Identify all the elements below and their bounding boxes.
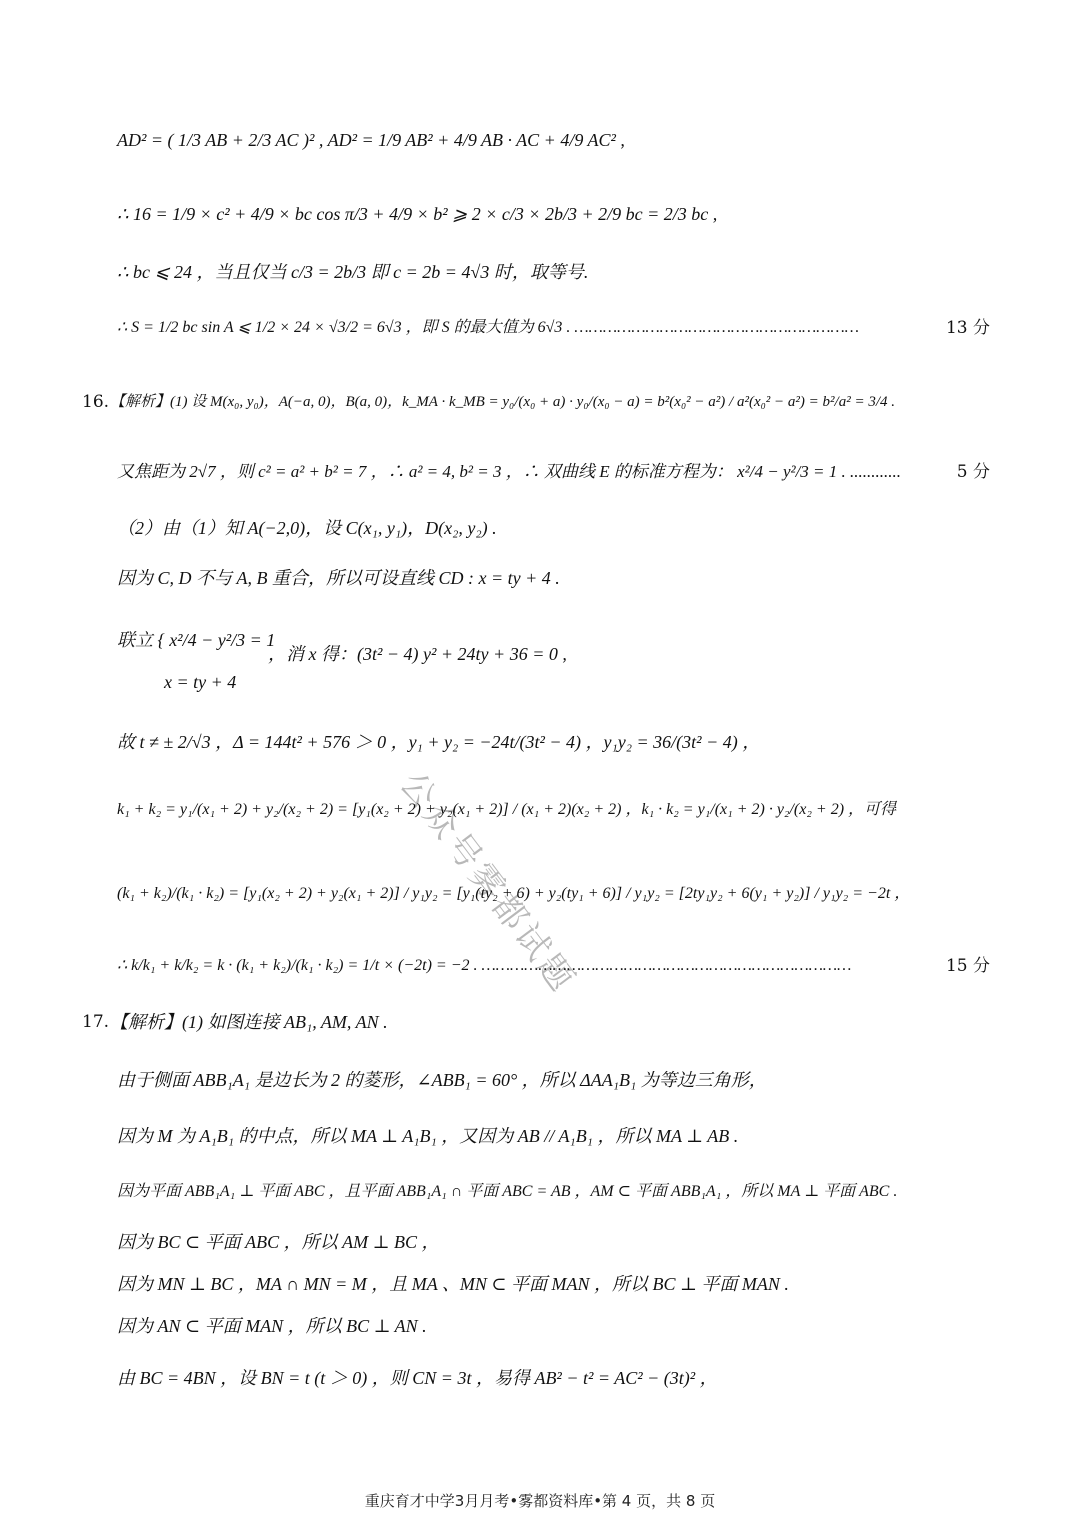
q17-plane-perp: 因为平面 ABB₁A₁ ⊥ 平面 ABC ，且平面 ABB₁A₁ ∩ 平面 ABC = AB ，AM ⊂ 平面 ABB₁A₁ ，所以 MA ⊥ 平面 ABC .	[117, 1183, 898, 1200]
q16-result: ∴ k/k₁ + k/k₂ = k · (k₁ + k₂)/(k₁ · k₂) = 1/t × (−2t) = −2 . ……………………………………………………………………	[117, 957, 852, 974]
eq-bc-bound: ∴ bc ⩽ 24 ，当且仅当 c/3 = 2b/3 即 c = 2b = 4√3 时，取等号.	[117, 262, 589, 282]
eq-area-max: ∴ S = 1/2 bc sin A ⩽ 1/2 × 24 × √3/2 = 6√3 ，即 S 的最大值为 6√3 . ……………………………………………………	[117, 319, 859, 336]
q16-slope-product: 【解析】(1) 设 M(x₀, y₀)，A(−a, 0)，B(a, 0)，k_MA · k_MB = y₀/(x₀ + a) · y₀/(x₀ − a) = b²(x₀² − a²) / a²(x₀² − a²) = b²/a² = 3/4 .	[110, 394, 895, 410]
q16-line-cd: 因为 C, D 不与 A, B 重合，所以可设直线 CD : x = ty + 4 .	[117, 568, 560, 588]
score-15: 15 分	[945, 956, 990, 976]
q16-system-eq1: 联立 { x²/4 − y²/3 = 1	[117, 630, 276, 650]
watermark-text: 公众号雾都试题	[391, 764, 584, 1002]
q17-bn-setup: 由 BC = 4BN ，设 BN = t (t ＞ 0) ，则 CN = 3t ，易得 AB² − t² = AC² − (3t)² ，	[117, 1368, 718, 1388]
page-footer: 重庆育才中学3月月考•雾都资料库•第 4 页，共 8 页	[364, 1492, 716, 1510]
q17-bc-perp-an: 因为 AN ⊂ 平面 MAN ，所以 BC ⊥ AN .	[117, 1316, 427, 1336]
q16-k-sum-product: k₁ + k₂ = y₁/(x₁ + 2) + y₂/(x₂ + 2) = [y₁(x₂ + 2) + y₂(x₁ + 2)] / (x₁ + 2)(x₂ + 2) ，k₁ · k₂ = y₁/(x₁ + 2) · y₂/(x₂ + 2) ，可得	[117, 801, 897, 818]
eq-inequality: ∴ 16 = 1/9 × c² + 4/9 × bc cos π/3 + 4/9 × b² ⩾ 2 × c/3 × 2b/3 + 2/9 bc = 2/3 bc ,	[117, 204, 718, 224]
q17-number: 17.	[82, 1012, 110, 1032]
q17-bc-perp-plane: 因为 MN ⊥ BC ，MA ∩ MN = M ，且 MA 、MN ⊂ 平面 MAN ，所以 BC ⊥ 平面 MAN .	[117, 1274, 789, 1294]
q17-rhombus: 由于侧面 ABB₁A₁ 是边长为 2 的菱形，∠ABB₁ = 60° ，所以 ΔAA₁B₁ 为等边三角形，	[117, 1070, 767, 1090]
q16-system-eq2: x = ty + 4	[164, 672, 237, 692]
q16-number: 16.	[82, 392, 110, 412]
q17-am-perp-bc: 因为 BC ⊂ 平面 ABC ，所以 AM ⊥ BC ，	[117, 1232, 440, 1252]
eq-ad-squared: AD² = ( 1/3 AB + 2/3 AC )² , AD² = 1/9 AB² + 4/9 AB · AC + 4/9 AC² ,	[117, 130, 625, 150]
q16-part2-setup: （2）由（1）知 A(−2,0)，设 C(x₁, y₁)，D(x₂, y₂) .	[117, 518, 497, 538]
q16-vieta: 故 t ≠ ± 2/√3 ，Δ = 144t² + 576 ＞ 0 ，y₁ + y₂ = −24t/(3t² − 4) ，y₁y₂ = 36/(3t² − 4) ，	[117, 732, 761, 752]
q16-ratio: (k₁ + k₂)/(k₁ · k₂) = [y₁(x₂ + 2) + y₂(x₁ + 2)] / y₁y₂ = [y₁(ty₂ + 6) + y₂(ty₁ + 6)] / y₁y₂ = [2ty₁y₂ + 6(y₁ + y₂)] / y₁y₂ = −2t ，	[117, 885, 911, 902]
score-5: 5 分	[956, 462, 990, 482]
q17-intro: 【解析】(1) 如图连接 AB₁, AM, AN .	[110, 1012, 388, 1032]
score-13: 13 分	[945, 318, 990, 338]
q16-hyperbola-eq: 又焦距为 2√7 ，则 c² = a² + b² = 7 ，∴ a² = 4, b² = 3 ，∴ 双曲线 E 的标准方程为： x²/4 − y²/3 = 1 . ............	[117, 462, 902, 481]
q17-midpoint: 因为 M 为 A₁B₁ 的中点，所以 MA ⊥ A₁B₁ ，又因为 AB // A₁B₁ ，所以 MA ⊥ AB .	[117, 1126, 739, 1146]
q16-eliminate-x: ，消 x 得：(3t² − 4) y² + 24ty + 36 = 0 ,	[268, 644, 567, 664]
